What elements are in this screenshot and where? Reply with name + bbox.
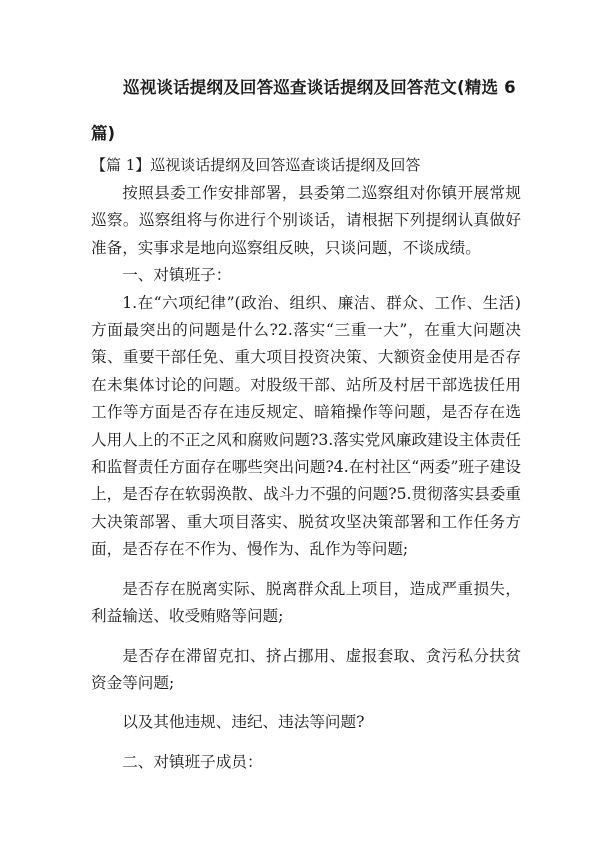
- document-body: [91, 180, 521, 776]
- paragraph-projects: 是否存在脱离实际、脱离群众乱上项目，造成严重损失，利益输送、收受贿赂等问题;: [91, 579, 521, 626]
- paragraph-poverty-funds: 是否存在滞留克扣、挤占挪用、虚报套取、贪污私分扶贫资金等问题;: [91, 646, 521, 692]
- paragraph-gap: [91, 737, 521, 749]
- document-title: 巡视谈话提纲及回答巡查谈话提纲及回答范文(精选 6: [123, 78, 516, 97]
- paragraph-gap: [91, 697, 521, 709]
- document-title-continuation: 篇): [91, 124, 116, 143]
- paragraph-heading-team-members: 二、对镇班子成员：: [122, 752, 263, 771]
- paragraph-gap: [91, 631, 521, 643]
- paragraph-heading-town-team: 一、对镇班子：: [122, 266, 232, 285]
- section-heading: 【篇 1】巡视谈话提纲及回答巡查谈话提纲及回答: [91, 156, 421, 174]
- paragraph-intro: 按照县委工作安排部署，县委第二巡察组对你镇开展常规巡察。巡察组将与你进行个别谈话，请根据下列提纲认真做好准备，实事求是地向巡察组反映，只谈问题，不谈成绩。: [91, 184, 521, 257]
- paragraph-gap: [91, 564, 521, 576]
- paragraph-other-violations: 以及其他违规、违纪、违法等问题?: [122, 713, 365, 732]
- paragraph-questions: 1.在“六项纪律”(政治、组织、廉洁、群众、工作、生活)方面最突出的问题是什么?2.落实“三重一大”，在重大问题决策、重要干部任免、重大项目投资决策、大额资金使用是否存在未集体讨论的问题。对股级干部、站所及村居干部选拔任用工作等方面是否存在违反规定、暗箱操作等问题，是否存在选人用人上的不正之风和腐败问题?3.落实党风廉政建设主体责任和监督责任方面存在哪些突出问题?4.在村社区“两委”班子建设上，是否存在软弱涣散、战斗力不强的问题?5.贯彻落实县委重大决策部署、重大项目落实、脱贫攻坚决策部署和工作任务方面，是否存在不作为、慢作为、乱作为等问题;: [91, 293, 521, 559]
